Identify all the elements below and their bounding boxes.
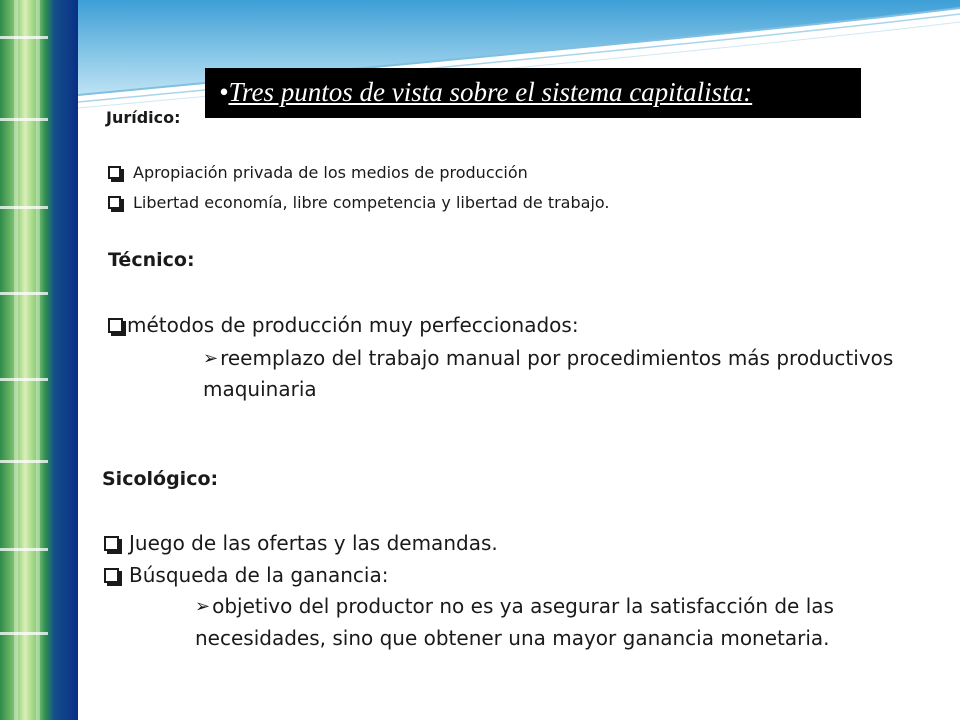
tecnico-subitem: ➢ reemplazo del trabajo manual por procedimientos más productivos	[203, 346, 894, 370]
juridico-item: Libertad economía, libre competencia y libertad de trabajo.	[108, 193, 609, 212]
sicologico-item: Búsqueda de la ganancia:	[104, 563, 388, 587]
checkbox-bullet-icon	[108, 196, 121, 209]
tecnico-item: métodos de producción muy perfeccionados:	[108, 313, 579, 337]
slide-title-box	[205, 68, 861, 118]
slide-title	[219, 77, 752, 108]
tecnico-subitem-continuation: maquinaria	[203, 377, 317, 401]
juridico-item: Apropiación privada de los medios de producción	[108, 163, 528, 182]
sicologico-item: Juego de las ofertas y las demandas.	[104, 531, 498, 555]
title-text: Tres puntos de vista sobre el sistema capitalista:	[228, 77, 753, 107]
checkbox-bullet-icon	[104, 568, 119, 583]
title-bullet: •	[219, 77, 229, 107]
sicologico-heading: Sicológico:	[102, 468, 219, 490]
checkbox-bullet-icon	[108, 318, 123, 333]
arrow-bullet-icon: ➢	[203, 347, 219, 369]
juridico-heading: Jurídico:	[106, 108, 181, 127]
sicologico-subitem: ➢ objetivo del productor no es ya asegurar la satisfacción de las	[195, 594, 834, 618]
tecnico-heading: Técnico:	[108, 249, 195, 271]
left-decorative-bar	[0, 0, 78, 720]
checkbox-bullet-icon	[108, 166, 121, 179]
arrow-bullet-icon: ➢	[195, 595, 211, 617]
sicologico-subitem-continuation: necesidades, sino que obtener una mayor ganancia monetaria.	[195, 626, 830, 650]
checkbox-bullet-icon	[104, 536, 119, 551]
